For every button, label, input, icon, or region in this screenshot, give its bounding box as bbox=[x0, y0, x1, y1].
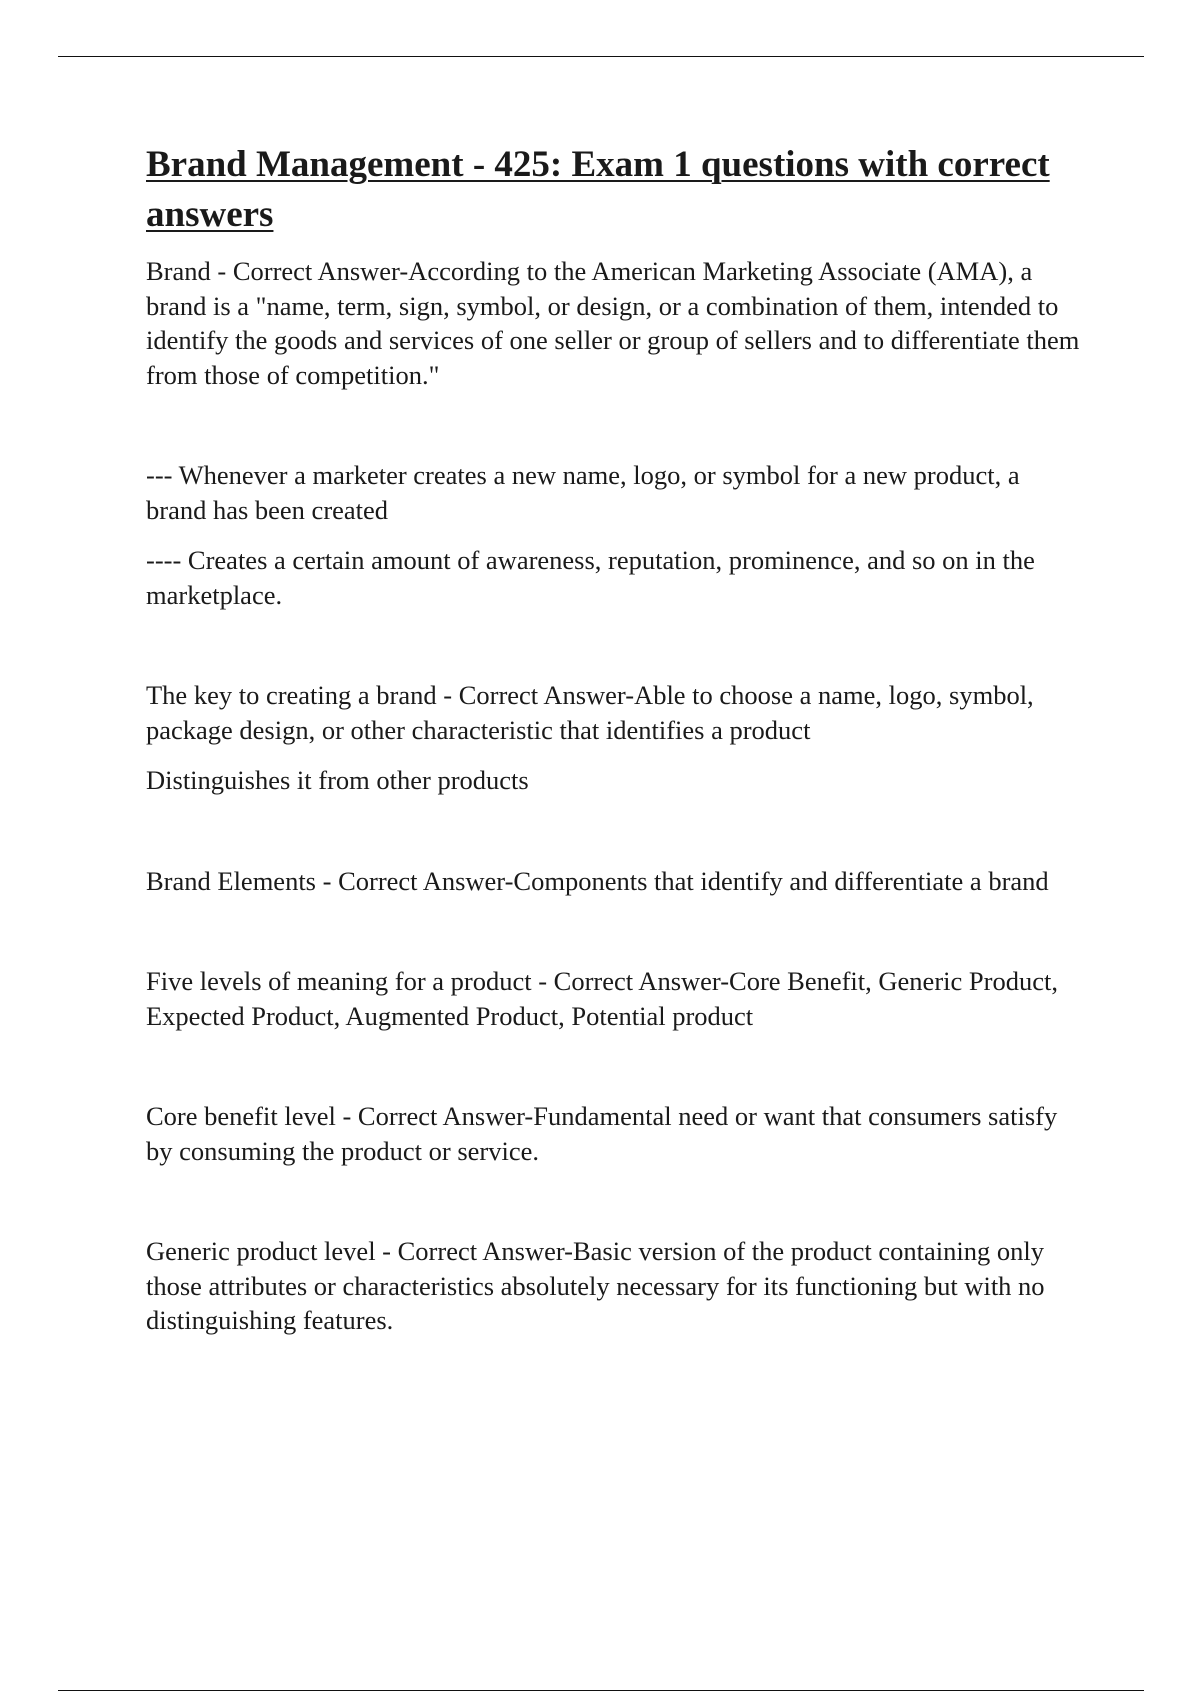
entry-five-levels bbox=[146, 964, 1086, 1033]
bottom-divider bbox=[58, 1690, 1144, 1691]
document-title: Brand Management - 425: Exam 1 questions with correct answers bbox=[146, 144, 1050, 235]
entry-brand-elements bbox=[146, 864, 1086, 899]
entry-text: --- Whenever a marketer creates a new name, logo, or symbol for a new product, a brand has been created bbox=[146, 460, 1020, 525]
entry-key-to-creating-brand bbox=[146, 678, 1086, 798]
entry-text: ---- Creates a certain amount of awareness, reputation, prominence, and so on in the marketplace. bbox=[146, 545, 1035, 610]
entry-generic-product-level bbox=[146, 1234, 1086, 1338]
document-body bbox=[146, 140, 1086, 1338]
entry-core-benefit-level bbox=[146, 1099, 1086, 1168]
entry-text: Five levels of meaning for a product - Correct Answer-Core Benefit, Generic Product, Expected Product, Augmented Product, Potential product bbox=[146, 966, 1058, 1031]
entry-text: Brand - Correct Answer-According to the American Marketing Associate (AMA), a brand is a "name, term, sign, symbol, or design, or a combination of them, intended to identify the goods and services of one seller or group of sellers and to differentiate them from those of competition." bbox=[146, 256, 1080, 390]
entry-text: Brand Elements - Correct Answer-Components that identify and differentiate a brand bbox=[146, 865, 1049, 896]
entry-brand bbox=[146, 254, 1086, 392]
entry-text: Core benefit level - Correct Answer-Fundamental need or want that consumers satisfy by consuming the product or service. bbox=[146, 1101, 1058, 1166]
entry-text: Generic product level - Correct Answer-Basic version of the product containing only those attributes or characteristics absolutely necessary for its functioning but with no distinguishing features. bbox=[146, 1236, 1045, 1335]
top-divider bbox=[58, 56, 1144, 57]
entry-text: The key to creating a brand - Correct Answer-Able to choose a name, logo, symbol, package design, or other characteristic that identifies a product bbox=[146, 680, 1034, 745]
entry-text: Distinguishes it from other products bbox=[146, 765, 529, 795]
entry-brand-notes bbox=[146, 458, 1086, 612]
